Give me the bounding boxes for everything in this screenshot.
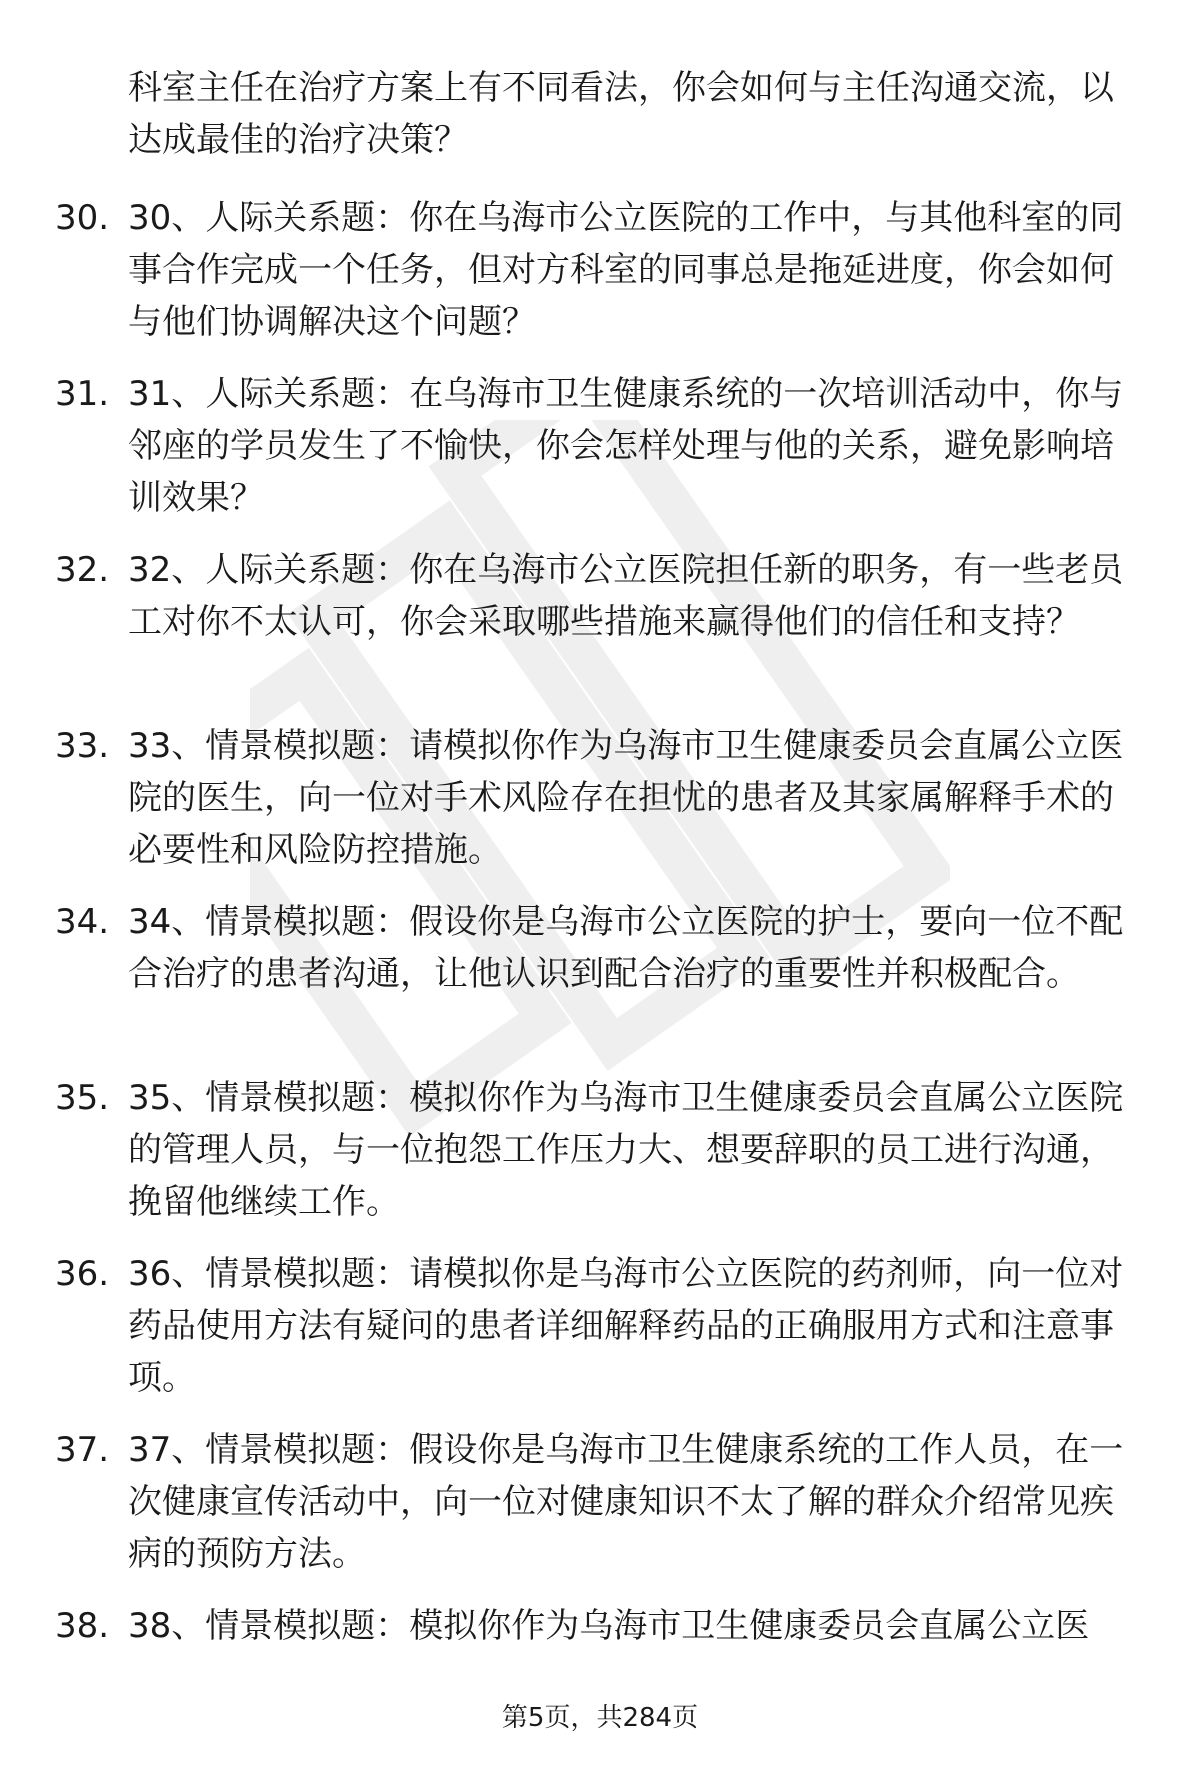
question-number: 32. (55, 550, 110, 590)
list-item (0, 1248, 1200, 1424)
list-item (0, 368, 1200, 544)
list-item (0, 192, 1200, 368)
list-item (0, 896, 1200, 1072)
question-number: 30. (55, 198, 110, 238)
list-item (0, 1072, 1200, 1248)
list-item (0, 1424, 1200, 1600)
list-item (0, 1600, 1200, 1776)
question-list (0, 192, 1200, 1776)
question-text: 35、情景模拟题：模拟你作为乌海市卫生健康委员会直属公立医院的管理人员，与一位抱怨工作压力大、想要辞职的员工进行沟通，挽留他继续工作。 (128, 1078, 1124, 1222)
question-text: 31、人际关系题：在乌海市卫生健康系统的一次培训活动中，你与邻座的学员发生了不愉快，你会怎样处理与他的关系，避免影响培训效果？ (128, 374, 1124, 518)
lead-text: 科室主任在治疗方案上有不同看法，你会如何与主任沟通交流，以达成最佳的治疗决策？ (128, 68, 1114, 160)
question-number: 35. (55, 1078, 110, 1118)
question-text: 33、情景模拟题：请模拟你作为乌海市卫生健康委员会直属公立医院的医生，向一位对手术风险存在担忧的患者及其家属解释手术的必要性和风险防控措施。 (128, 726, 1124, 870)
question-text: 38、情景模拟题：模拟你作为乌海市卫生健康委员会直属公立医 (128, 1606, 1090, 1646)
question-text: 37、情景模拟题：假设你是乌海市卫生健康系统的工作人员，在一次健康宣传活动中，向一位对健康知识不太了解的群众介绍常见疾病的预防方法。 (128, 1430, 1124, 1574)
question-number: 36. (55, 1254, 110, 1294)
question-number: 31. (55, 374, 110, 414)
question-text: 30、人际关系题：你在乌海市公立医院的工作中，与其他科室的同事合作完成一个任务，但对方科室的同事总是拖延进度，你会如何与他们协调解决这个问题？ (128, 198, 1124, 342)
question-text: 32、人际关系题：你在乌海市公立医院担任新的职务，有一些老员工对你不太认可，你会采取哪些措施来赢得他们的信任和支持？ (128, 550, 1124, 642)
page-footer: 第5页，共284页 (501, 1703, 699, 1733)
question-number: 37. (55, 1430, 110, 1470)
question-text: 34、情景模拟题：假设你是乌海市公立医院的护士，要向一位不配合治疗的患者沟通，让他认识到配合治疗的重要性并积极配合。 (128, 902, 1124, 994)
question-number: 33. (55, 726, 110, 766)
list-item (0, 720, 1200, 896)
question-text: 36、情景模拟题：请模拟你是乌海市公立医院的药剂师，向一位对药品使用方法有疑问的患者详细解释药品的正确服用方式和注意事项。 (128, 1254, 1124, 1398)
list-item (0, 544, 1200, 720)
question-number: 34. (55, 902, 110, 942)
question-number: 38. (55, 1606, 110, 1646)
